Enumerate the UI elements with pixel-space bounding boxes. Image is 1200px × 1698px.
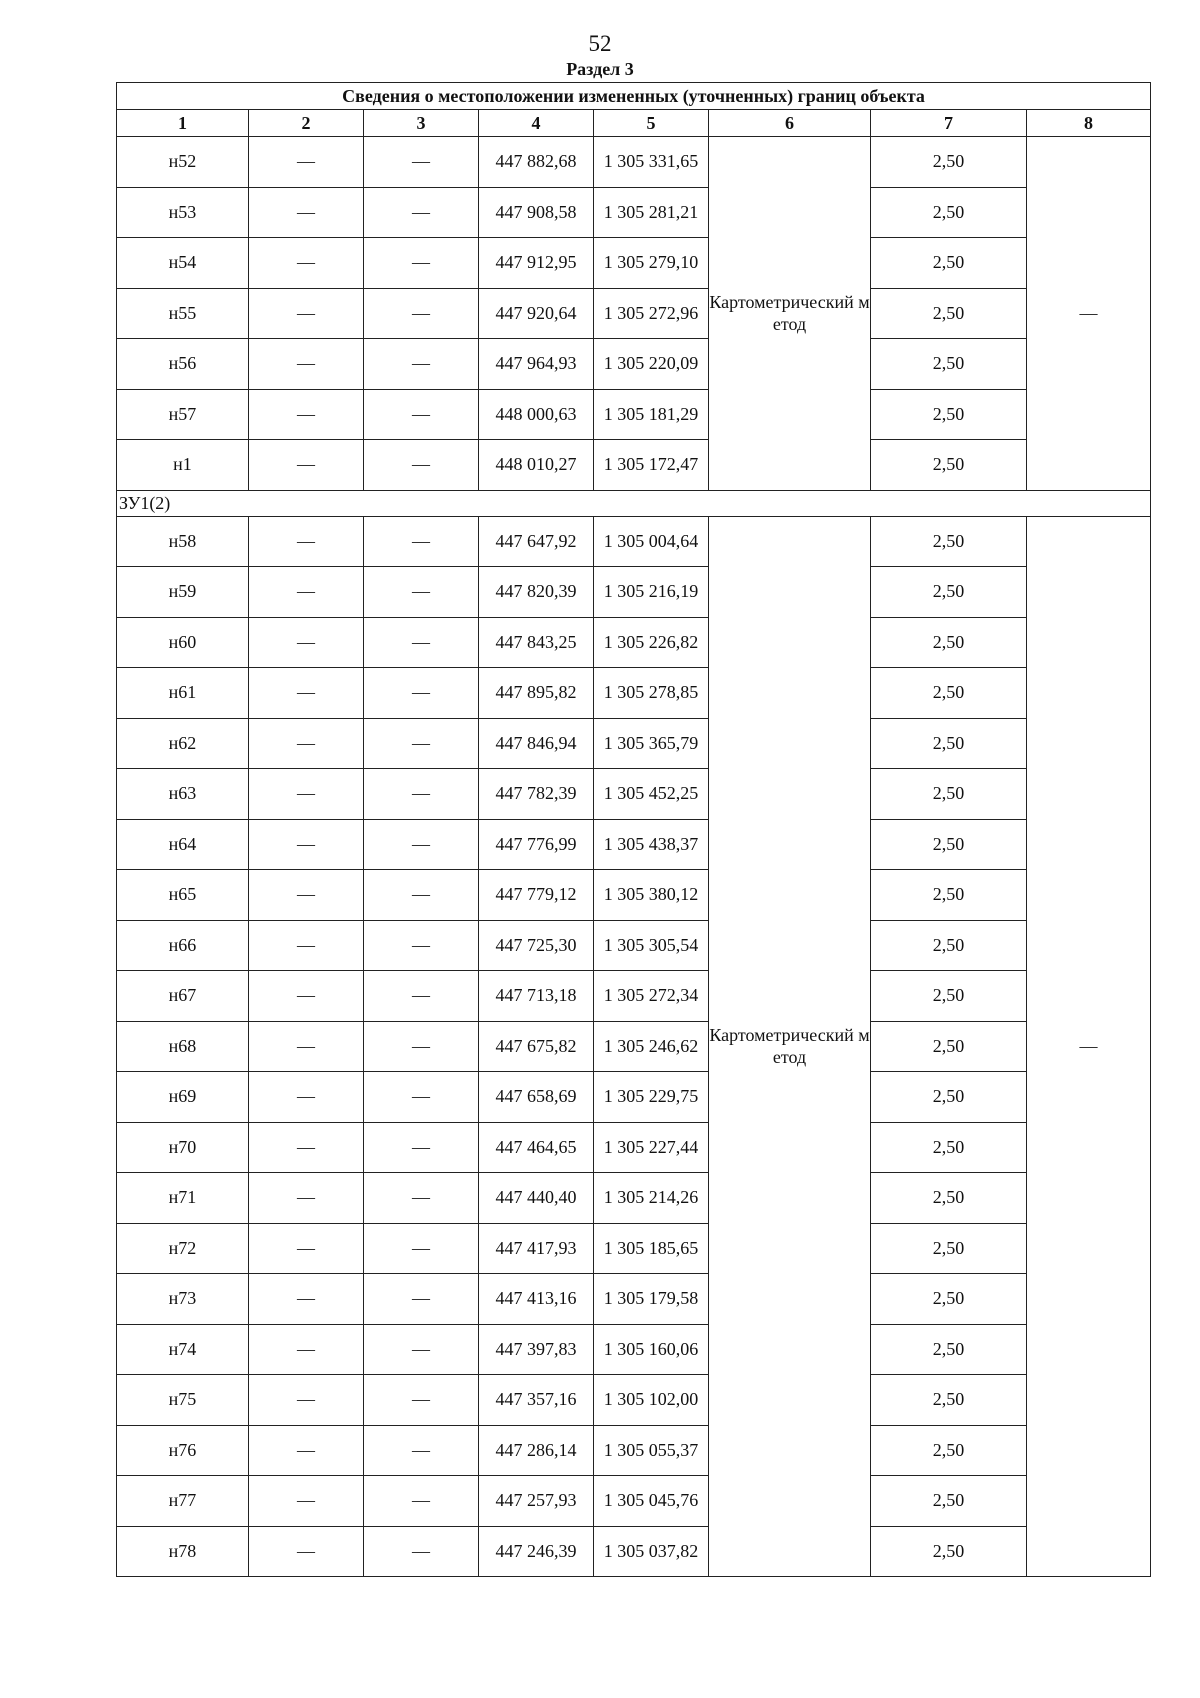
point-name-cell: н59 [117,567,249,618]
col3-dash-cell: — [364,718,479,769]
table-row [117,1274,1151,1325]
col2-dash-cell: — [249,1324,364,1375]
col3-dash-cell: — [364,1021,479,1072]
col3-dash-cell: — [364,1425,479,1476]
accuracy-cell: 2,50 [871,516,1027,567]
col3-dash-cell: — [364,238,479,289]
y-coordinate-cell: 1 305 281,21 [594,187,709,238]
accuracy-cell: 2,50 [871,1375,1027,1426]
accuracy-cell: 2,50 [871,1021,1027,1072]
accuracy-cell: 2,50 [871,1526,1027,1577]
table-row [117,516,1151,567]
point-name-cell: н78 [117,1526,249,1577]
page-number: 52 [588,31,612,56]
col3-dash-cell: — [364,870,479,921]
point-name-cell: н52 [117,137,249,188]
table-row [117,870,1151,921]
col2-dash-cell: — [249,668,364,719]
col3-dash-cell: — [364,971,479,1022]
accuracy-cell: 2,50 [871,339,1027,390]
x-coordinate-cell: 447 286,14 [479,1425,594,1476]
column-header: 8 [1027,110,1151,137]
y-coordinate-cell: 1 305 452,25 [594,769,709,820]
col2-dash-cell: — [249,516,364,567]
table-row [117,1526,1151,1577]
point-name-cell: н73 [117,1274,249,1325]
col3-dash-cell: — [364,617,479,668]
point-name-cell: н72 [117,1223,249,1274]
col3-dash-cell: — [364,137,479,188]
table-row [117,819,1151,870]
column-header: 3 [364,110,479,137]
y-coordinate-cell: 1 305 181,29 [594,389,709,440]
point-name-cell: н75 [117,1375,249,1426]
accuracy-cell: 2,50 [871,769,1027,820]
col3-dash-cell: — [364,1072,479,1123]
col2-dash-cell: — [249,567,364,618]
col3-dash-cell: — [364,440,479,491]
table-row [117,1021,1151,1072]
point-name-cell: н66 [117,920,249,971]
x-coordinate-cell: 447 920,64 [479,288,594,339]
accuracy-cell: 2,50 [871,1425,1027,1476]
accuracy-cell: 2,50 [871,1274,1027,1325]
col2-dash-cell: — [249,1425,364,1476]
y-coordinate-cell: 1 305 331,65 [594,137,709,188]
col2-dash-cell: — [249,1122,364,1173]
table-title: Сведения о местоположении измененных (уточненных) границ объекта [117,83,1151,110]
col2-dash-cell: — [249,769,364,820]
table-row [117,288,1151,339]
column-header: 5 [594,110,709,137]
col3-dash-cell: — [364,516,479,567]
y-coordinate-cell: 1 305 246,62 [594,1021,709,1072]
column-header: 7 [871,110,1027,137]
col2-dash-cell: — [249,920,364,971]
x-coordinate-cell: 447 779,12 [479,870,594,921]
y-coordinate-cell: 1 305 229,75 [594,1072,709,1123]
y-coordinate-cell: 1 305 279,10 [594,238,709,289]
y-coordinate-cell: 1 305 216,19 [594,567,709,618]
accuracy-cell: 2,50 [871,238,1027,289]
accuracy-cell: 2,50 [871,389,1027,440]
col2-dash-cell: — [249,440,364,491]
point-name-cell: н77 [117,1476,249,1527]
accuracy-cell: 2,50 [871,1122,1027,1173]
column-header: 4 [479,110,594,137]
column-number-row [117,110,1151,137]
x-coordinate-cell: 447 464,65 [479,1122,594,1173]
y-coordinate-cell: 1 305 305,54 [594,920,709,971]
y-coordinate-cell: 1 305 055,37 [594,1425,709,1476]
point-name-cell: н57 [117,389,249,440]
table-row [117,1173,1151,1224]
point-name-cell: н69 [117,1072,249,1123]
point-name-cell: н60 [117,617,249,668]
col3-dash-cell: — [364,1375,479,1426]
point-name-cell: н53 [117,187,249,238]
point-name-cell: н64 [117,819,249,870]
accuracy-cell: 2,50 [871,617,1027,668]
point-name-cell: н56 [117,339,249,390]
y-coordinate-cell: 1 305 438,37 [594,819,709,870]
col2-dash-cell: — [249,870,364,921]
point-name-cell: н71 [117,1173,249,1224]
y-coordinate-cell: 1 305 185,65 [594,1223,709,1274]
y-coordinate-cell: 1 305 160,06 [594,1324,709,1375]
x-coordinate-cell: 447 357,16 [479,1375,594,1426]
table-row [117,1476,1151,1527]
table-body [117,137,1151,1577]
col2-dash-cell: — [249,617,364,668]
accuracy-cell: 2,50 [871,1072,1027,1123]
table-row [117,389,1151,440]
col3-dash-cell: — [364,1324,479,1375]
col2-dash-cell: — [249,971,364,1022]
group-label: ЗУ1(2) [117,490,1151,516]
table-row [117,238,1151,289]
point-name-cell: н1 [117,440,249,491]
column-header: 2 [249,110,364,137]
x-coordinate-cell: 448 000,63 [479,389,594,440]
table-row [117,567,1151,618]
table-row [117,187,1151,238]
accuracy-cell: 2,50 [871,718,1027,769]
table-row [117,1375,1151,1426]
x-coordinate-cell: 447 246,39 [479,1526,594,1577]
col3-dash-cell: — [364,1173,479,1224]
point-name-cell: н67 [117,971,249,1022]
x-coordinate-cell: 447 675,82 [479,1021,594,1072]
col3-dash-cell: — [364,389,479,440]
x-coordinate-cell: 447 895,82 [479,668,594,719]
accuracy-cell: 2,50 [871,971,1027,1022]
y-coordinate-cell: 1 305 278,85 [594,668,709,719]
point-name-cell: н55 [117,288,249,339]
col3-dash-cell: — [364,769,479,820]
x-coordinate-cell: 447 776,99 [479,819,594,870]
column-header: 1 [117,110,249,137]
x-coordinate-cell: 447 846,94 [479,718,594,769]
col2-dash-cell: — [249,1476,364,1527]
col8-dash-cell: — [1027,137,1151,491]
y-coordinate-cell: 1 305 272,34 [594,971,709,1022]
x-coordinate-cell: 447 397,83 [479,1324,594,1375]
col2-dash-cell: — [249,718,364,769]
coordinates-table [116,82,1151,1577]
point-name-cell: н62 [117,718,249,769]
col2-dash-cell: — [249,1274,364,1325]
y-coordinate-cell: 1 305 004,64 [594,516,709,567]
y-coordinate-cell: 1 305 102,00 [594,1375,709,1426]
col2-dash-cell: — [249,137,364,188]
col2-dash-cell: — [249,389,364,440]
accuracy-cell: 2,50 [871,870,1027,921]
method-cell: Картометрический метод [709,137,871,491]
point-name-cell: н68 [117,1021,249,1072]
col3-dash-cell: — [364,1476,479,1527]
method-cell: Картометрический метод [709,516,871,1577]
x-coordinate-cell: 447 713,18 [479,971,594,1022]
accuracy-cell: 2,50 [871,567,1027,618]
table-row [117,1425,1151,1476]
col2-dash-cell: — [249,1375,364,1426]
col2-dash-cell: — [249,1173,364,1224]
point-name-cell: н58 [117,516,249,567]
table-row [117,1324,1151,1375]
x-coordinate-cell: 447 257,93 [479,1476,594,1527]
x-coordinate-cell: 447 440,40 [479,1173,594,1224]
col3-dash-cell: — [364,819,479,870]
table-row [117,718,1151,769]
y-coordinate-cell: 1 305 172,47 [594,440,709,491]
point-name-cell: н63 [117,769,249,820]
x-coordinate-cell: 447 413,16 [479,1274,594,1325]
point-name-cell: н61 [117,668,249,719]
col2-dash-cell: — [249,288,364,339]
col3-dash-cell: — [364,1223,479,1274]
col2-dash-cell: — [249,1072,364,1123]
point-name-cell: н65 [117,870,249,921]
accuracy-cell: 2,50 [871,137,1027,188]
table-row [117,339,1151,390]
table-row [117,1223,1151,1274]
x-coordinate-cell: 447 417,93 [479,1223,594,1274]
x-coordinate-cell: 447 908,58 [479,187,594,238]
point-name-cell: н76 [117,1425,249,1476]
accuracy-cell: 2,50 [871,1324,1027,1375]
col3-dash-cell: — [364,920,479,971]
col2-dash-cell: — [249,1526,364,1577]
group-label-row [117,490,1151,516]
table-row [117,920,1151,971]
table-row [117,137,1151,188]
y-coordinate-cell: 1 305 226,82 [594,617,709,668]
y-coordinate-cell: 1 305 214,26 [594,1173,709,1224]
x-coordinate-cell: 447 843,25 [479,617,594,668]
y-coordinate-cell: 1 305 380,12 [594,870,709,921]
table-row [117,668,1151,719]
y-coordinate-cell: 1 305 045,76 [594,1476,709,1527]
x-coordinate-cell: 447 782,39 [479,769,594,820]
point-name-cell: н70 [117,1122,249,1173]
table-title-row [117,83,1151,110]
accuracy-cell: 2,50 [871,1476,1027,1527]
col2-dash-cell: — [249,339,364,390]
y-coordinate-cell: 1 305 365,79 [594,718,709,769]
col3-dash-cell: — [364,567,479,618]
col2-dash-cell: — [249,187,364,238]
x-coordinate-cell: 447 658,69 [479,1072,594,1123]
y-coordinate-cell: 1 305 272,96 [594,288,709,339]
y-coordinate-cell: 1 305 220,09 [594,339,709,390]
x-coordinate-cell: 447 820,39 [479,567,594,618]
col2-dash-cell: — [249,1223,364,1274]
x-coordinate-cell: 447 725,30 [479,920,594,971]
accuracy-cell: 2,50 [871,1223,1027,1274]
col3-dash-cell: — [364,288,479,339]
x-coordinate-cell: 447 912,95 [479,238,594,289]
table-row [117,769,1151,820]
col3-dash-cell: — [364,1274,479,1325]
table-row [117,617,1151,668]
accuracy-cell: 2,50 [871,440,1027,491]
column-header: 6 [709,110,871,137]
x-coordinate-cell: 447 882,68 [479,137,594,188]
y-coordinate-cell: 1 305 227,44 [594,1122,709,1173]
col3-dash-cell: — [364,1122,479,1173]
accuracy-cell: 2,50 [871,668,1027,719]
accuracy-cell: 2,50 [871,187,1027,238]
table-row [117,971,1151,1022]
table-row [117,1072,1151,1123]
point-name-cell: н54 [117,238,249,289]
y-coordinate-cell: 1 305 037,82 [594,1526,709,1577]
col2-dash-cell: — [249,819,364,870]
y-coordinate-cell: 1 305 179,58 [594,1274,709,1325]
accuracy-cell: 2,50 [871,920,1027,971]
col3-dash-cell: — [364,339,479,390]
col3-dash-cell: — [364,187,479,238]
section-title: Раздел 3 [566,59,634,79]
accuracy-cell: 2,50 [871,1173,1027,1224]
col8-dash-cell: — [1027,516,1151,1577]
point-name-cell: н74 [117,1324,249,1375]
x-coordinate-cell: 448 010,27 [479,440,594,491]
table-row [117,1122,1151,1173]
accuracy-cell: 2,50 [871,819,1027,870]
x-coordinate-cell: 447 964,93 [479,339,594,390]
x-coordinate-cell: 447 647,92 [479,516,594,567]
col3-dash-cell: — [364,1526,479,1577]
col2-dash-cell: — [249,238,364,289]
col2-dash-cell: — [249,1021,364,1072]
accuracy-cell: 2,50 [871,288,1027,339]
table-row [117,440,1151,491]
col3-dash-cell: — [364,668,479,719]
